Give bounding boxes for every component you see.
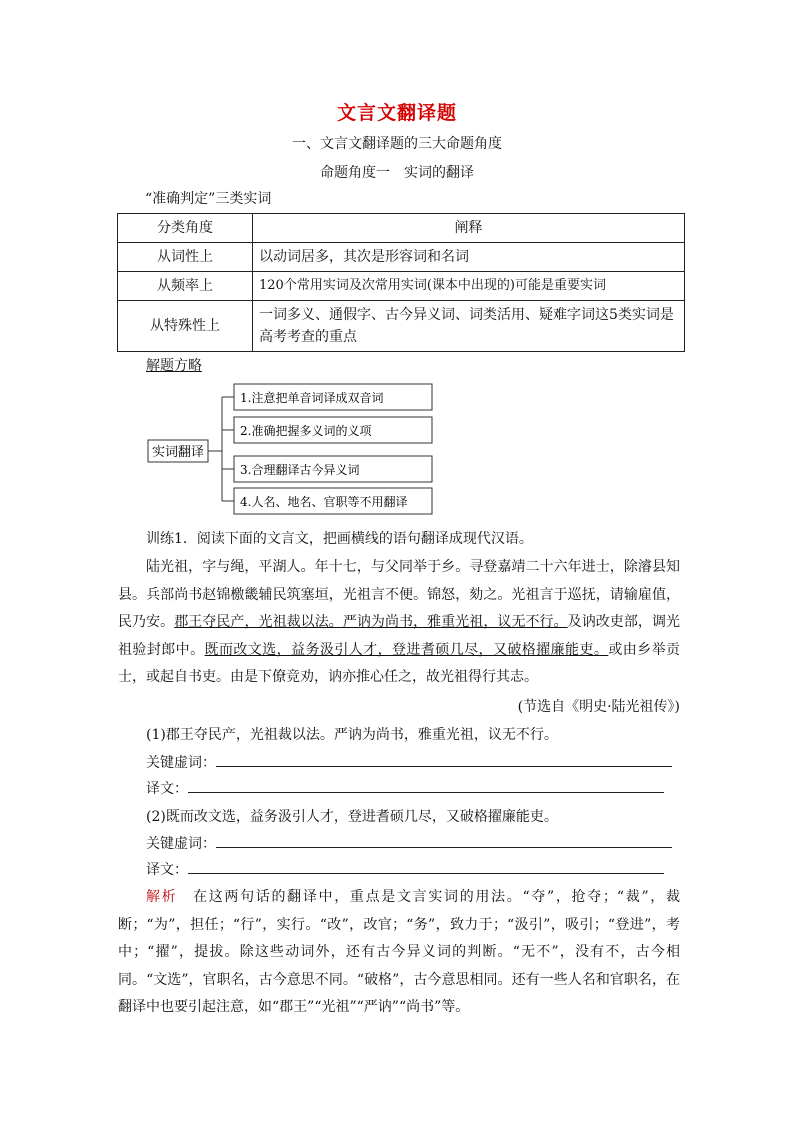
key-words-label: 关键虚词： — [146, 755, 216, 771]
exercise-instruction: 训练1．阅读下面的文言文，把画横线的语句翻译成现代汉语。 — [146, 531, 533, 547]
source-citation: (节选自《明史·陆光祖传》) — [517, 699, 680, 715]
method-diagram-svg — [146, 380, 446, 520]
analysis-text: 在这两句话的翻译中，重点是文言实词的用法。“夺”，抢夺；“裁”，裁断；“为”，担任；“行”，实行。“改”，改官；“务”，致力于；“汲引”，吸引；“登进”，考中；“擢”，提拔。除这些动词外，还有古今异义词的判断。“无不”，没有不，古今相同。“文选”，官职名，古今意思不同。“破格”，古今意思相同。还有一些人名和官职名，在翻译中也要引起注意，如“郡王”“光祖”“严讷”“尚书”等。 — [118, 889, 680, 1015]
question-2: (2)既而改文选，益务汲引人才，登进耆硕几尽，又破格擢廉能吏。 — [146, 809, 558, 825]
translation-row-1 — [146, 778, 664, 798]
table-cell: 以动词居多，其次是形容词和名词 — [253, 243, 685, 272]
diagram-item-label: 2.准确把握多义词的义项 — [240, 424, 372, 438]
translation-answer-line[interactable] — [188, 859, 664, 874]
analysis-label: 解析 — [146, 889, 178, 905]
underlined-sentence-1: 郡王夺民产，光祖裁以法。严讷为尚书，雅重光祖，议无不行。 — [174, 614, 568, 630]
table-header: 分类角度 — [118, 214, 253, 243]
diagram-item-label: 1.注意把单音词译成双音词 — [240, 391, 384, 405]
table-row — [118, 301, 685, 352]
key-words-row-1 — [146, 752, 672, 772]
table-row — [118, 243, 685, 272]
table-row — [118, 272, 685, 301]
table-cell: 从频率上 — [118, 272, 253, 301]
translation-answer-line[interactable] — [188, 778, 664, 793]
key-words-label: 关键虚词： — [146, 836, 216, 852]
table-header: 阐释 — [253, 214, 685, 243]
intro-text: “准确判定”三类实词 — [145, 191, 272, 207]
method-label: 解题方略 — [146, 358, 202, 374]
method-diagram — [146, 380, 446, 520]
classification-table — [117, 213, 685, 352]
diagram-root-label: 实词翻译 — [151, 445, 205, 460]
diagram-item-label: 3.合理翻译古今异义词 — [240, 463, 360, 477]
analysis — [118, 884, 680, 1022]
diagram-item-label: 4.人名、地名、官职等不用翻译 — [240, 495, 408, 509]
table-cell: 从特殊性上 — [118, 301, 253, 352]
passage-text: 或由乡举贡士，或起自书吏。由是下僚竞劝，讷亦推心任之，故光祖得行其志。 — [118, 641, 681, 685]
key-words-row-2 — [146, 833, 672, 853]
table-cell: 120个常用实词及次常用实词(课本中出现的)可能是重要实词 — [253, 272, 685, 301]
underlined-sentence-2: 既而改文选，益务汲引人才，登进耆硕几尽，又破格擢廉能吏。 — [204, 641, 609, 658]
table-cell: 从词性上 — [118, 243, 253, 272]
passage-text: 陆光祖，字与绳，平湖人。年十七，与父同举于乡。寻登嘉靖二十六年进士，除濬县知县。兵部尚书赵锦檄畿辅民筑塞垣，光祖言不便。锦怒，劾之。光祖言于巡抚，请输雇值，民乃安。 — [118, 559, 680, 630]
translation-label: 译文： — [146, 781, 188, 797]
key-words-answer-line[interactable] — [216, 752, 672, 767]
translation-label: 译文： — [146, 862, 188, 878]
passage-text: 及讷改吏部，调光祖验封郎中。 — [118, 614, 681, 658]
key-words-answer-line[interactable] — [216, 833, 672, 848]
question-1: (1)郡王夺民产，光祖裁以法。严讷为尚书，雅重光祖，议无不行。 — [146, 727, 558, 743]
table-cell: 一词多义、通假字、古今异义词、词类活用、疑难字词这5类实词是高考考查的重点 — [253, 301, 685, 352]
page-title: 文言文翻译题 — [336, 102, 457, 124]
passage — [118, 554, 680, 692]
translation-row-2 — [146, 859, 664, 879]
table-header-row — [118, 214, 685, 243]
subsection-heading: 命题角度一 实词的翻译 — [320, 165, 474, 181]
section-heading: 一、文言文翻译题的三大命题角度 — [292, 136, 502, 152]
